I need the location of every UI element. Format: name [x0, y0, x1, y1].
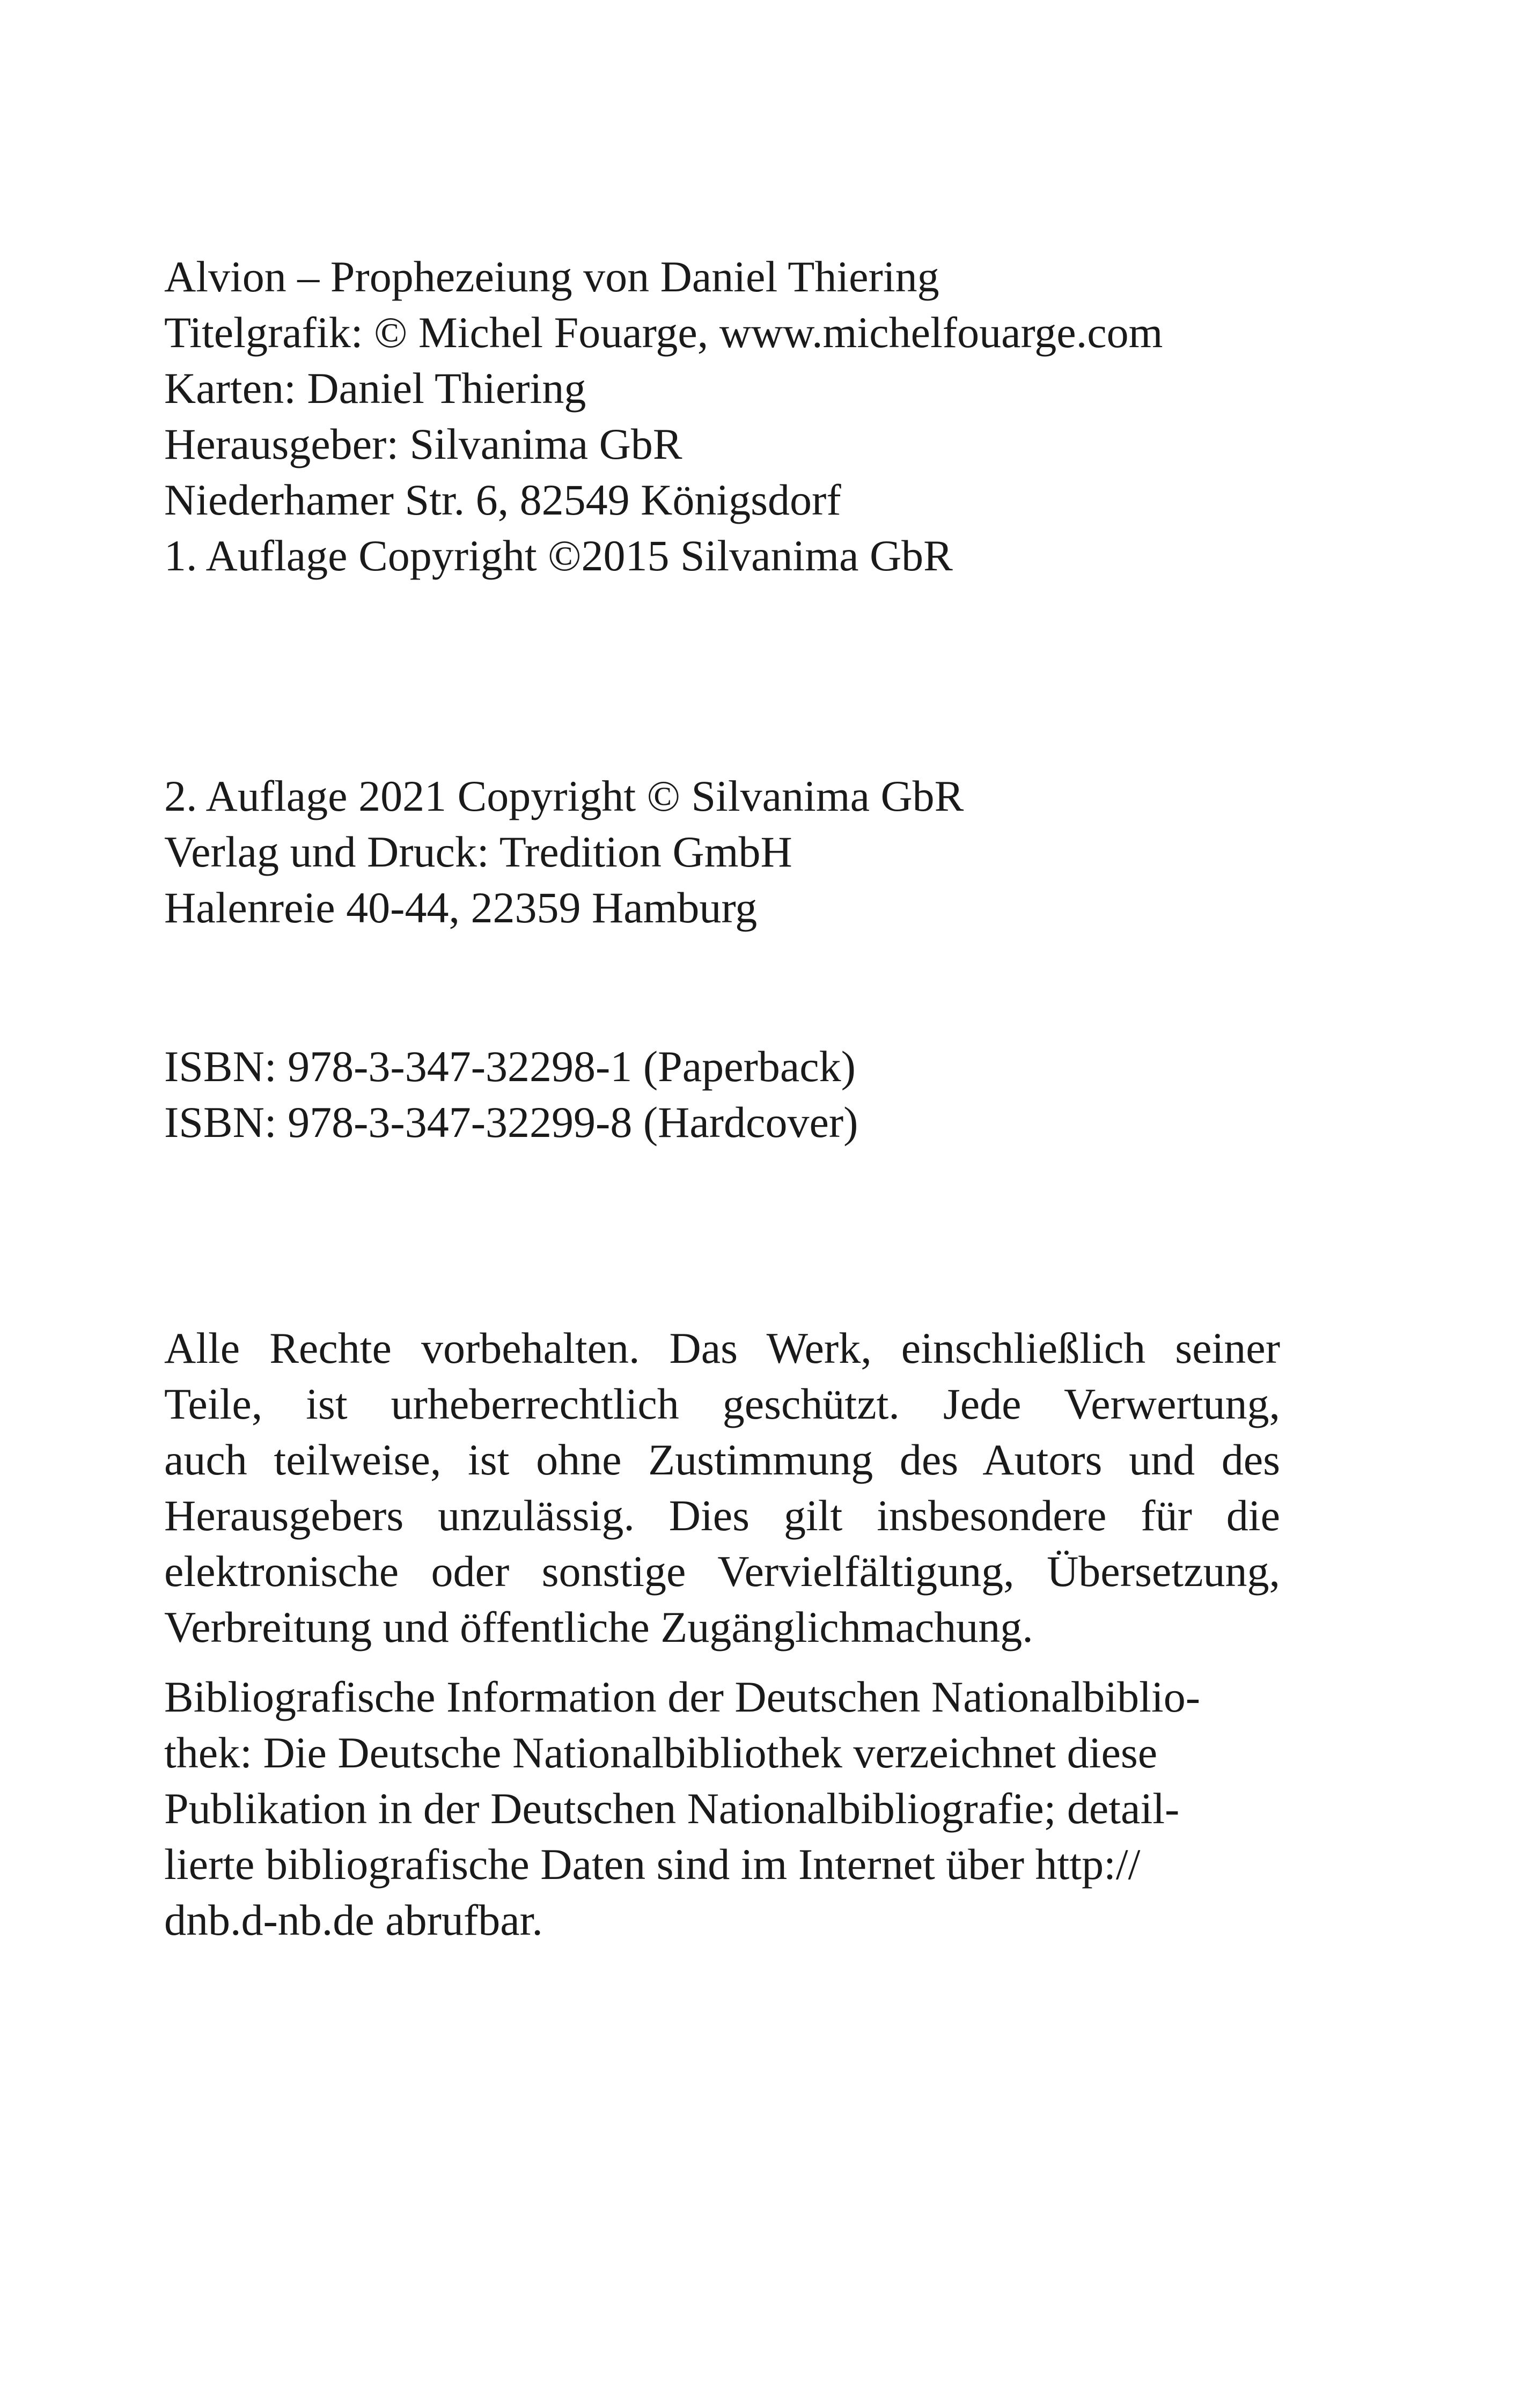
rights-line: Herausgebers unzulässig. Dies gilt insbesondere für die	[164, 1491, 1280, 1540]
printer-line: Verlag und Druck: Tredition GmbH	[164, 827, 792, 876]
isbn-hardcover-line: ISBN: 978-3-347-32299-8 (Hardcover)	[164, 1098, 858, 1147]
cover-art-credit-line: Titelgrafik: © Michel Fouarge, www.michelfouarge.com	[164, 308, 1163, 357]
second-edition-block	[164, 768, 1280, 936]
first-edition-copyright-line: 1. Auflage Copyright ©2015 Silvanima GbR	[164, 531, 953, 580]
rights-line: Alle Rechte vorbehalten. Das Werk, einschließlich seiner	[164, 1324, 1280, 1372]
bibliographic-line: dnb.d-nb.de abrufbar.	[164, 1896, 543, 1944]
bibliographic-line: lierte bibliografische Daten sind im Internet über http://	[164, 1840, 1141, 1889]
bibliographic-line: Bibliografische Information der Deutschen Nationalbiblio-	[164, 1672, 1201, 1721]
rights-line: auch teilweise, ist ohne Zustimmung des Autors und des	[164, 1435, 1280, 1484]
bibliographic-paragraph	[164, 1669, 1280, 1948]
second-edition-copyright-line: 2. Auflage 2021 Copyright © Silvanima GbR	[164, 772, 964, 820]
title-author-line: Alvion – Prophezeiung von Daniel Thiering	[164, 252, 939, 301]
printer-address-line: Halenreie 40-44, 22359 Hamburg	[164, 883, 758, 932]
rights-line: Teile, ist urheberrechtlich geschützt. Jede Verwertung,	[164, 1379, 1280, 1428]
bibliographic-line: Publikation in der Deutschen Nationalbibliografie; detail-	[164, 1784, 1180, 1833]
credits-block	[164, 249, 1280, 584]
maps-credit-line: Karten: Daniel Thiering	[164, 364, 586, 413]
rights-paragraph	[164, 1320, 1280, 1655]
rights-line: Verbreitung und öffentliche Zugänglichmachung.	[164, 1603, 1033, 1651]
publisher-address-line: Niederhamer Str. 6, 82549 Königsdorf	[164, 475, 841, 524]
isbn-block	[164, 1039, 1280, 1150]
publisher-line: Herausgeber: Silvanima GbR	[164, 420, 682, 468]
rights-line: elektronische oder sonstige Vervielfältigung, Übersetzung,	[164, 1547, 1280, 1596]
bibliographic-line: thek: Die Deutsche Nationalbibliothek verzeichnet diese	[164, 1728, 1158, 1777]
isbn-paperback-line: ISBN: 978-3-347-32298-1 (Paperback)	[164, 1042, 856, 1091]
